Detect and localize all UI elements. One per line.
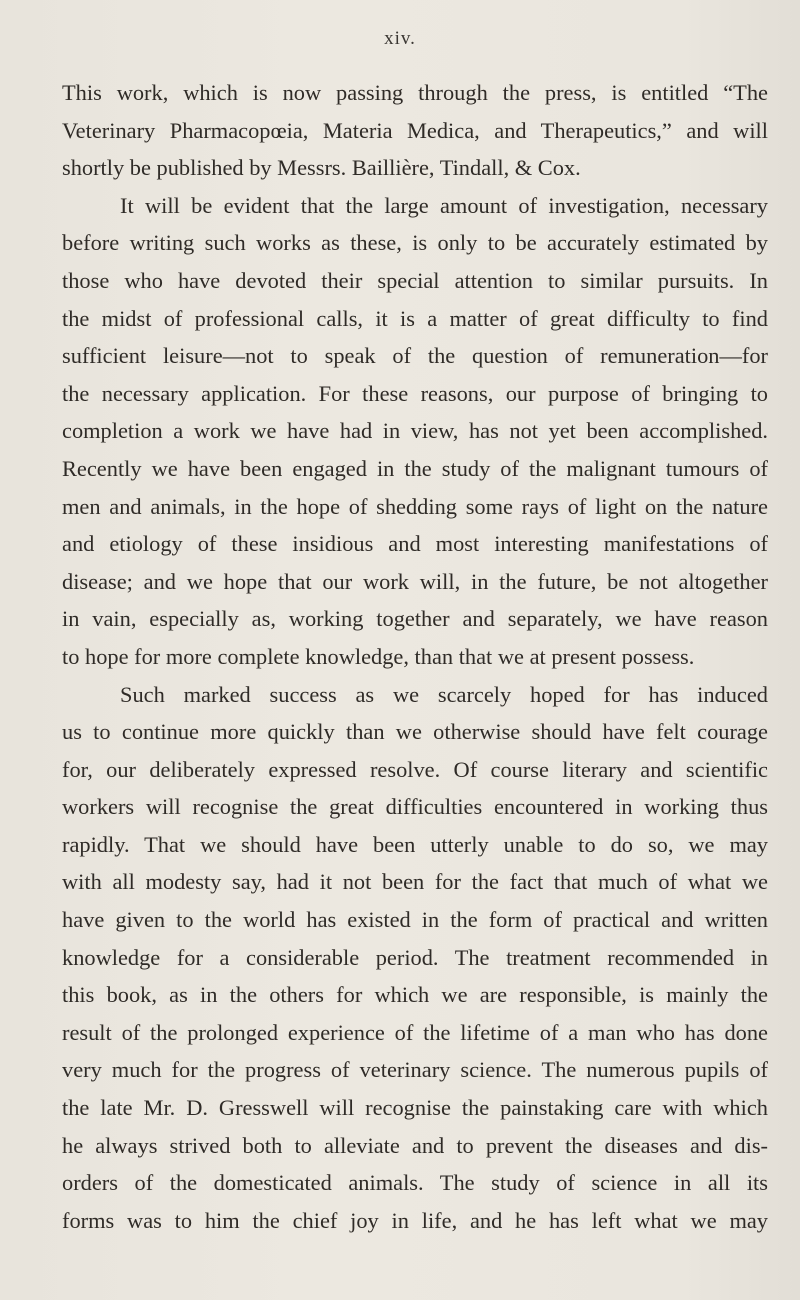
text-line: forms was to him the chief joy in life, and he has left what we may	[62, 1207, 768, 1233]
paragraph-start-line: Such marked success as we scarcely hoped for has induced	[120, 681, 768, 707]
text-line: he always strived both to alleviate and to prevent the diseases and dis-	[62, 1132, 768, 1158]
page-number: xiv.	[384, 28, 416, 49]
text-line: this book, as in the others for which we are responsible, is mainly the	[62, 982, 768, 1008]
text-line: sufficient leisure—not to speak of the question of remuneration—for	[62, 343, 768, 369]
text-line: This work, which is now passing through the press, is entitled “The	[62, 80, 768, 105]
text-line: disease; and we hope that our work will, in the future, be not altogether	[62, 568, 768, 594]
text-line: orders of the domesticated animals. The study of science in all its	[62, 1170, 768, 1196]
text-line: before writing such works as these, is only to be accurately estimated by	[62, 230, 768, 256]
text-line: to hope for more complete knowledge, than that we at present possess.	[62, 643, 695, 669]
text-line: the necessary application. For these reasons, our purpose of bringing to	[62, 380, 768, 406]
text-line: in vain, especially as, working together and separately, we have reason	[62, 606, 768, 632]
text-line: and etiology of these insidious and most interesting manifestations of	[62, 531, 768, 557]
text-line: us to continue more quickly than we otherwise should have felt courage	[62, 719, 768, 745]
text-line: Recently we have been engaged in the study of the malignant tumours of	[62, 455, 768, 481]
text-line: with all modesty say, had it not been for the fact that much of what we	[62, 869, 768, 895]
text-line: have given to the world has existed in the form of practical and written	[62, 907, 768, 933]
text-line: shortly be published by Messrs. Baillière, Tindall, & Cox.	[62, 155, 581, 181]
body-text	[62, 74, 768, 1239]
text-line: completion a work we have had in view, has not yet been accomplished.	[62, 418, 768, 444]
text-line: men and animals, in the hope of shedding some rays of light on the nature	[62, 493, 768, 519]
text-line: the midst of professional calls, it is a matter of great difficulty to find	[62, 305, 768, 331]
text-line: those who have devoted their special attention to similar pursuits. In	[62, 267, 768, 293]
text-line: workers will recognise the great difficulties encountered in working thus	[62, 794, 768, 820]
text-line: for, our deliberately expressed resolve. Of course literary and scientific	[62, 756, 768, 782]
text-line: the late Mr. D. Gresswell will recognise the painstaking care with which	[62, 1095, 768, 1121]
text-line: Veterinary Pharmacopœia, Materia Medica, and Therapeutics,” and will	[62, 117, 768, 143]
text-line: result of the prolonged experience of the lifetime of a man who has done	[62, 1019, 768, 1045]
text-line: very much for the progress of veterinary science. The numerous pupils of	[62, 1057, 768, 1083]
text-line: rapidly. That we should have been utterly unable to do so, we may	[62, 831, 768, 857]
paragraph-start-line: It will be evident that the large amount of investigation, necessary	[120, 192, 768, 218]
text-line: knowledge for a considerable period. The treatment recommended in	[62, 944, 768, 970]
